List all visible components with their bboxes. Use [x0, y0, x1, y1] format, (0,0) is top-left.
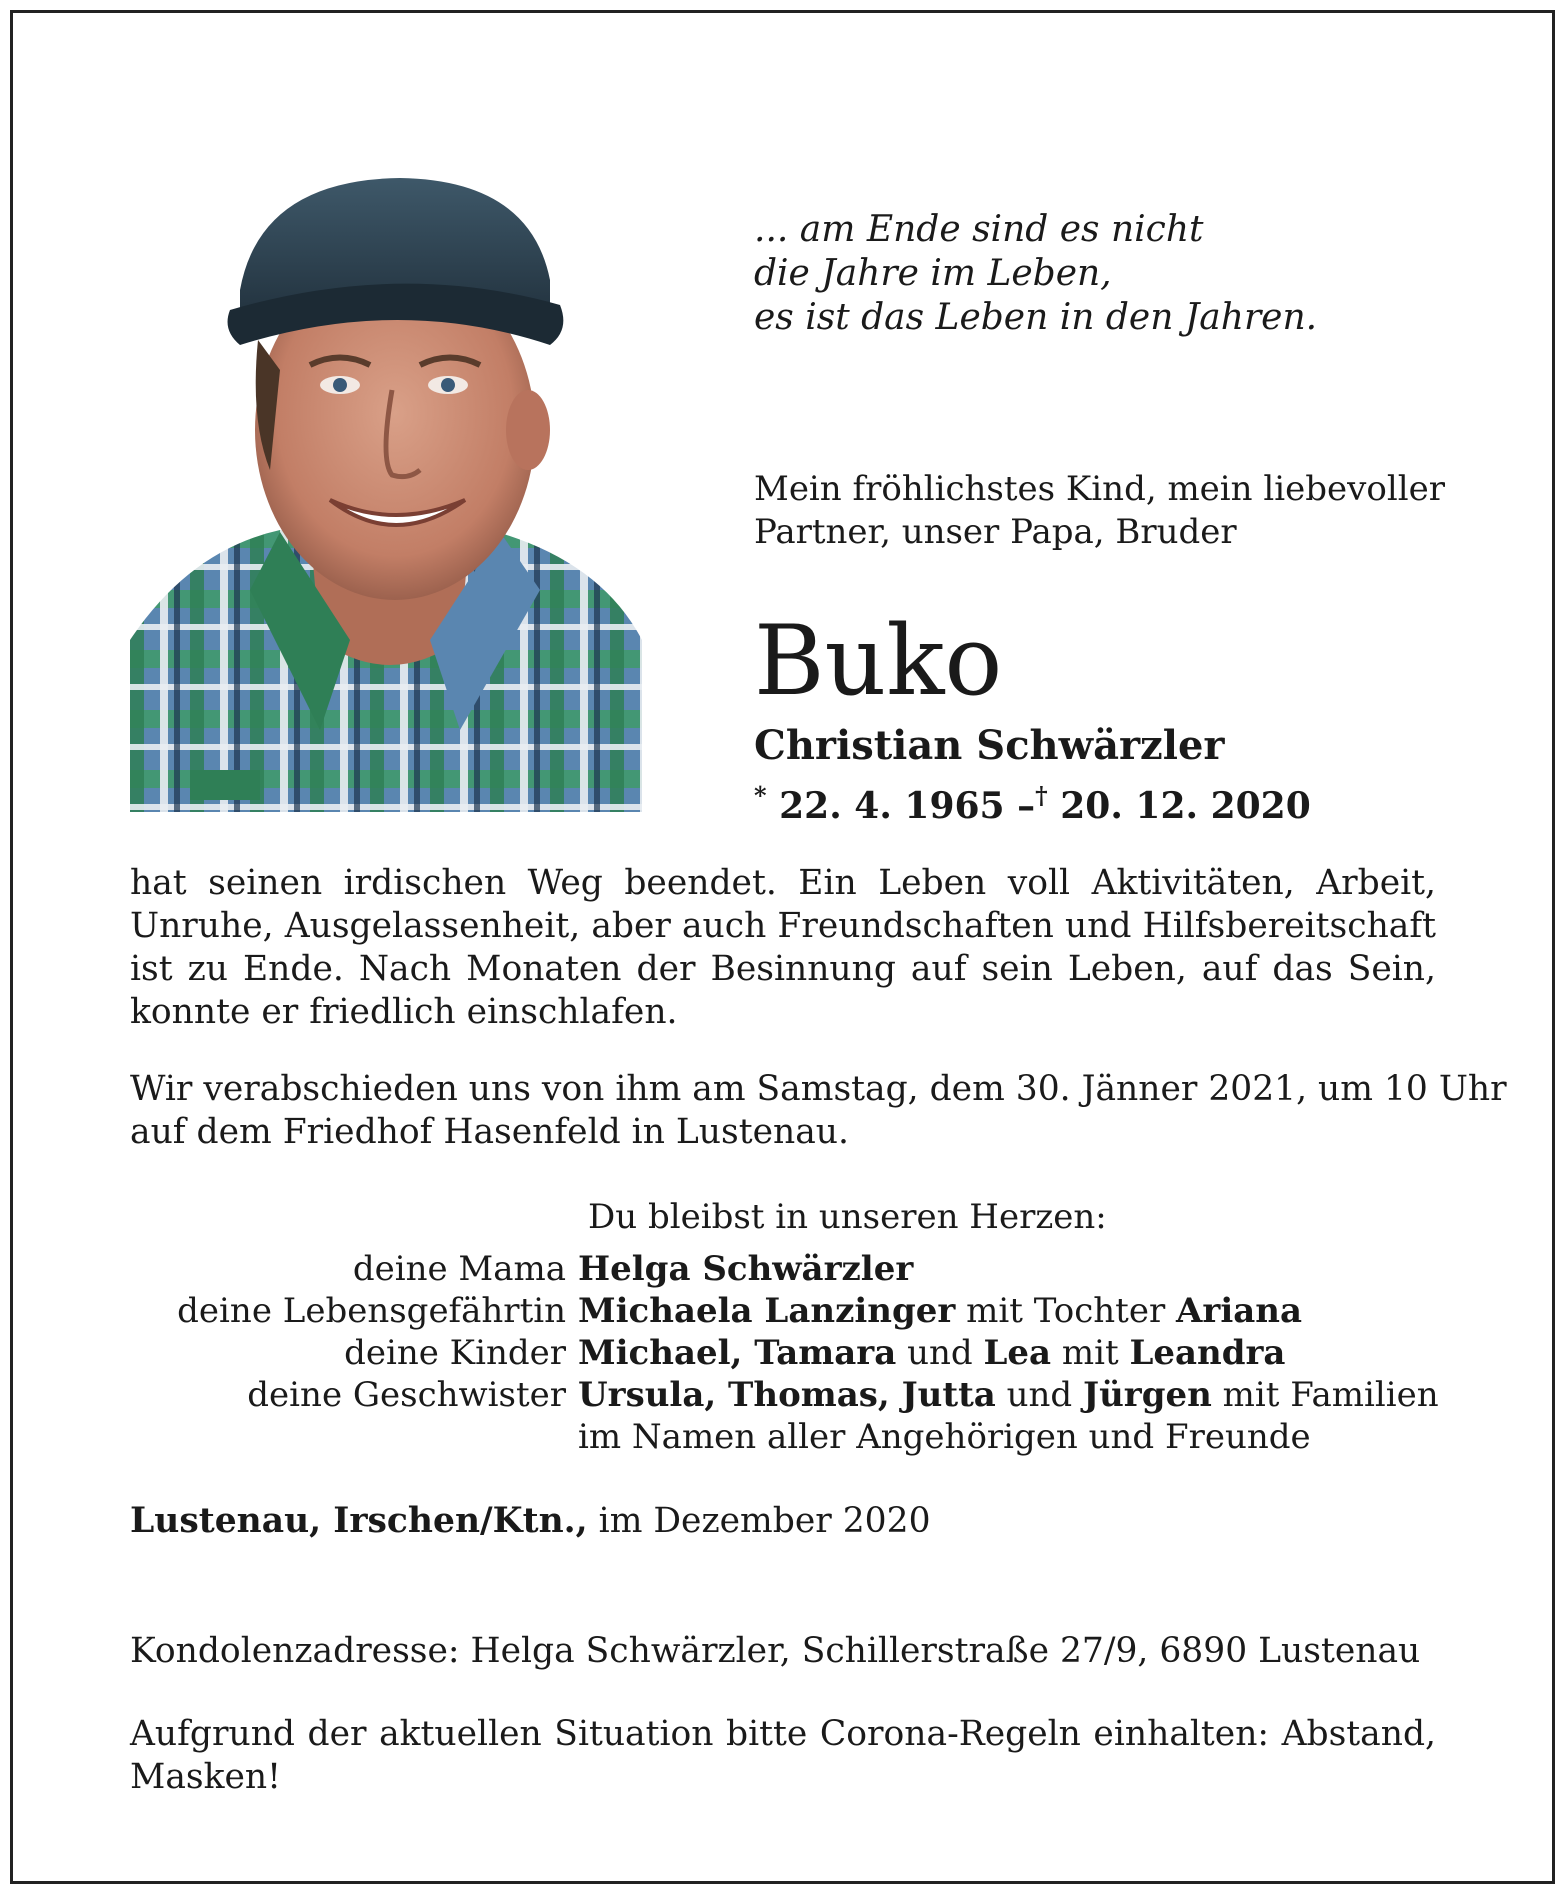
- place-date: im Dezember 2020: [587, 1501, 931, 1541]
- family-member-name: Michaela Lanzinger: [578, 1291, 956, 1331]
- family-row: [130, 1374, 1470, 1416]
- family-member-name: Leandra: [1129, 1333, 1286, 1373]
- quote-line: es ist das Leben in den Jahren.: [754, 297, 1318, 338]
- paragraph-line: auf dem Friedhof Hasenfeld in Lustenau.: [130, 1112, 849, 1152]
- family-relation: deine Mama: [352, 1249, 566, 1289]
- family-relation: deine Lebensgefährtin: [177, 1291, 566, 1331]
- quote-line: die Jahre im Leben,: [754, 253, 1112, 294]
- family-connector-text: mit: [1051, 1333, 1130, 1373]
- deceased-nickname: Buko: [754, 605, 1003, 717]
- life-dates: [754, 774, 1311, 828]
- death-date: 20. 12. 2020: [1060, 785, 1311, 827]
- family-row: [130, 1332, 1470, 1374]
- portrait-photo: [130, 170, 642, 812]
- family-member-name: Michael, Tamara: [578, 1333, 897, 1373]
- notice-line: Masken!: [130, 1757, 282, 1797]
- condolence-address: Kondolenzadresse: Helga Schwärzler, Schillerstraße 27/9, 6890 Lustenau: [130, 1631, 1421, 1671]
- family-row: [130, 1248, 1470, 1290]
- paragraph-line: Wir verabschieden uns von ihm am Samstag, dem 30. Jänner 2021, um 10 Uhr: [130, 1069, 1507, 1109]
- memorial-quote: [754, 208, 1454, 340]
- family-connector-text: mit Familien: [1211, 1375, 1439, 1415]
- family-closing: im Namen aller Angehörigen und Freunde: [578, 1417, 1311, 1457]
- notice-line: Aufgrund der aktuellen Situation bitte Corona-Regeln einhalten: Abstand,: [130, 1714, 1436, 1754]
- quote-line: ... am Ende sind es nicht: [754, 209, 1204, 250]
- paragraph-line: ist zu Ende. Nach Monaten der Besinnung auf sein Leben, auf das Sein,: [130, 949, 1436, 989]
- family-connector-text: mit Tochter: [955, 1291, 1177, 1331]
- funeral-details: [130, 1068, 1507, 1154]
- death-mark: †: [1035, 781, 1048, 810]
- family-relation: deine Kinder: [344, 1333, 566, 1373]
- birth-date: 22. 4. 1965: [779, 785, 1005, 827]
- family-connector-text: und: [896, 1333, 984, 1373]
- intro-line: Mein fröhlichstes Kind, mein liebevoller: [754, 469, 1445, 509]
- family-names: [578, 1332, 1285, 1374]
- deceased-full-name: Christian Schwärzler: [754, 722, 1225, 769]
- family-names: [578, 1290, 1302, 1332]
- family-member-name: Jürgen: [1083, 1375, 1212, 1415]
- paragraph-line: Unruhe, Ausgelassenheit, aber auch Freundschaften und Hilfsbereitschaft: [130, 906, 1436, 946]
- family-connector-text: und: [995, 1375, 1083, 1415]
- family-member-name: Ariana: [1176, 1291, 1303, 1331]
- intro-text: [754, 468, 1454, 554]
- family-member-name: Lea: [983, 1333, 1052, 1373]
- family-member-name: Ursula, Thomas, Jutta: [578, 1375, 996, 1415]
- family-member-name: Helga Schwärzler: [578, 1249, 914, 1289]
- family-intro: Du bleibst in unseren Herzen:: [588, 1197, 1107, 1237]
- corona-notice: [130, 1713, 1436, 1799]
- obituary-paragraph: [130, 862, 1436, 1034]
- family-closing-row: [130, 1416, 1470, 1458]
- date-separator: –: [1017, 785, 1036, 827]
- paragraph-line: hat seinen irdischen Weg beendet. Ein Leben voll Aktivitäten, Arbeit,: [130, 863, 1436, 903]
- family-names: [578, 1374, 1439, 1416]
- intro-line: Partner, unser Papa, Bruder: [754, 512, 1237, 552]
- family-names: [578, 1248, 913, 1290]
- family-relation: deine Geschwister: [247, 1375, 566, 1415]
- paragraph-line: konnte er friedlich einschlafen.: [130, 992, 678, 1032]
- family-row: [130, 1290, 1470, 1332]
- place-locations: Lustenau, Irschen/Ktn.,: [130, 1501, 588, 1541]
- place-and-date: [130, 1500, 931, 1543]
- birth-mark: *: [754, 781, 767, 810]
- family-list: [130, 1248, 1470, 1458]
